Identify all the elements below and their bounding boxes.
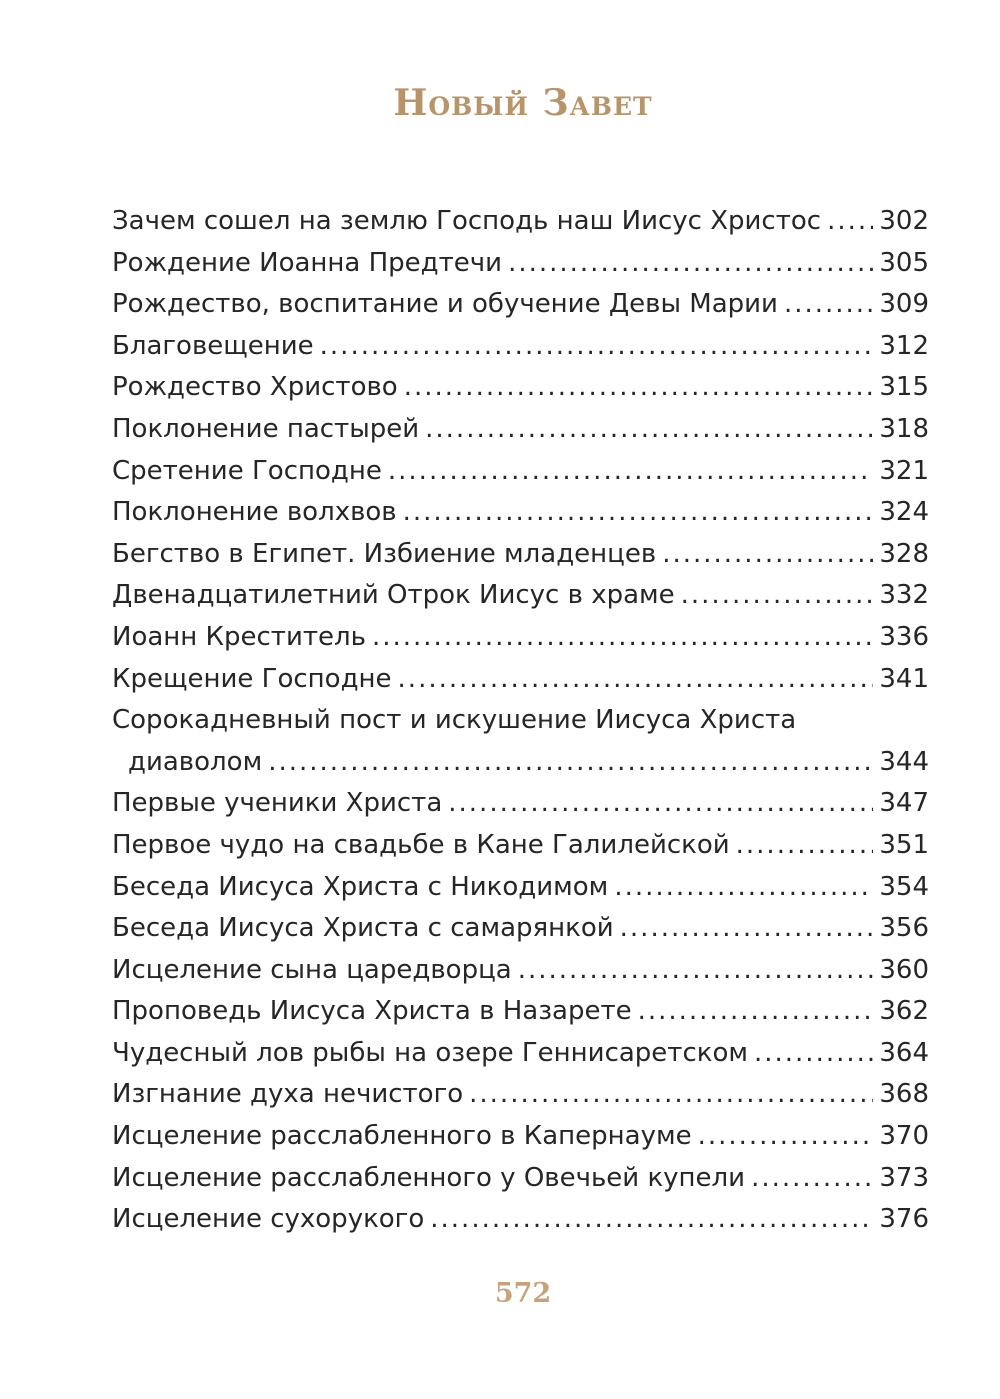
toc-entry[interactable]: [112, 664, 929, 706]
toc-leader-dots: [754, 1038, 873, 1068]
toc-entry[interactable]: [112, 622, 929, 664]
toc-entry[interactable]: [112, 372, 929, 414]
toc-entry[interactable]: [112, 289, 929, 331]
toc-entry[interactable]: [112, 1038, 929, 1080]
toc-leader-dots: [681, 580, 874, 610]
toc-leader-dots: [614, 872, 873, 902]
toc-entry[interactable]: [112, 414, 929, 456]
toc-entry-title: Проповедь Иисуса Христа в Назарете: [112, 996, 632, 1027]
toc-entry[interactable]: [112, 456, 929, 498]
toc-entry-page: 347: [879, 788, 929, 819]
toc-entry-page: 344: [879, 746, 929, 777]
toc-entry[interactable]: [112, 1121, 929, 1163]
toc-entry[interactable]: [112, 206, 929, 248]
toc-entry[interactable]: [112, 331, 929, 373]
toc-entry-title: Бегство в Египет. Избиение младенцев: [112, 538, 657, 569]
toc-entry[interactable]: [112, 872, 929, 914]
toc-entry-page: 356: [879, 913, 929, 944]
toc-entry[interactable]: [112, 955, 929, 997]
toc-entry-title: Исцеление сына царедворца: [112, 954, 512, 985]
toc-entry-page: 360: [879, 954, 929, 985]
toc-entry-title: Поклонение пастырей: [112, 413, 420, 444]
toc-entry-page: 376: [879, 1204, 929, 1235]
toc-leader-dots: [518, 955, 874, 985]
toc-leader-dots: [398, 664, 874, 694]
toc-leader-dots: [403, 497, 874, 527]
toc-entry[interactable]: [112, 830, 929, 872]
toc-leader-dots: [268, 747, 873, 777]
toc-entry-title: Сорокадневный пост и искушение Иисуса Христа: [112, 705, 797, 736]
toc-entry-page: 362: [879, 996, 929, 1027]
toc-leader-dots: [662, 539, 873, 569]
toc-entry-page: 341: [879, 663, 929, 694]
page-number: 572: [494, 1278, 552, 1309]
toc-entry-title: Исцеление сухорукого: [112, 1204, 425, 1235]
toc-entry-page: 336: [879, 621, 929, 652]
toc-leader-dots: [751, 1163, 873, 1193]
toc-entry-page: 328: [879, 538, 929, 569]
toc-leader-dots: [508, 248, 873, 278]
toc-entry[interactable]: [112, 580, 929, 622]
toc-entry-page: 370: [879, 1121, 929, 1152]
toc-entry-page: 305: [879, 247, 929, 278]
toc-entry-page: 312: [879, 330, 929, 361]
toc-entry-title: Поклонение волхвов: [112, 497, 397, 528]
toc-entry-title: Рождество Христово: [112, 372, 398, 403]
toc-entry-title: Исцеление расслабленного в Капернауме: [112, 1121, 692, 1152]
toc-leader-dots: [430, 1204, 873, 1234]
toc-entry-title: Благовещение: [112, 330, 314, 361]
toc-entry-page: 354: [879, 871, 929, 902]
toc-leader-dots: [784, 289, 873, 319]
toc-entry[interactable]: [112, 1079, 929, 1121]
toc-entry-title: Крещение Господне: [112, 663, 392, 694]
toc-entry-page: 368: [879, 1079, 929, 1110]
toc-leader-dots: [388, 456, 873, 486]
toc-entry[interactable]: [112, 248, 929, 290]
toc-entry-title: Зачем сошел на землю Господь наш Иисус Христос: [112, 206, 822, 236]
toc-entry-page: 364: [879, 1037, 929, 1068]
toc-entry-title: Первое чудо на свадьбе в Кане Галилейской: [112, 829, 730, 860]
toc-leader-dots: [736, 830, 874, 860]
toc-entry-page: 373: [879, 1162, 929, 1193]
toc-entry-title: Чудесный лов рыбы на озере Геннисаретском: [112, 1037, 748, 1068]
toc-entry-page: 332: [879, 580, 929, 611]
toc-entry[interactable]: [112, 913, 929, 955]
toc-entry[interactable]: [112, 1163, 929, 1205]
toc-entry-page: 309: [879, 289, 929, 320]
toc-entry-page: 318: [879, 413, 929, 444]
toc-leader-dots: [425, 414, 873, 444]
toc-entry[interactable]: [112, 1204, 929, 1246]
toc-entry-title: Сретение Господне: [112, 455, 382, 486]
toc-entry-title: Рождение Иоанна Предтечи: [112, 247, 503, 278]
toc-entry-page: 315: [879, 372, 929, 403]
toc-entry[interactable]: [112, 996, 929, 1038]
toc-leader-dots: [320, 331, 874, 361]
toc-entry[interactable]: [112, 539, 929, 581]
toc-entry-title: Беседа Иисуса Христа с самарянкой: [112, 913, 614, 944]
toc-entry[interactable]: [112, 497, 929, 539]
toc-entry-title: Исцеление расслабленного у Овечьей купели: [112, 1162, 746, 1193]
toc-leader-dots: [827, 206, 873, 236]
toc-leader-dots: [404, 372, 874, 402]
toc-entry-title-continued: диаволом: [128, 746, 263, 777]
toc-entry-page: 302: [879, 206, 929, 236]
toc-entry-page: 324: [879, 497, 929, 528]
table-of-contents: [112, 206, 929, 1246]
toc-leader-dots: [469, 1079, 873, 1109]
toc-entry-page: 321: [879, 455, 929, 486]
toc-entry-title: Рождество, воспитание и обучение Девы Марии: [112, 289, 778, 320]
toc-entry-title: Двенадцатилетний Отрок Иисус в храме: [112, 580, 675, 611]
toc-leader-dots: [620, 913, 874, 943]
toc-entry-title: Беседа Иисуса Христа с Никодимом: [112, 871, 609, 902]
toc-leader-dots: [638, 996, 874, 1026]
toc-entry-title: Первые ученики Христа: [112, 788, 443, 819]
toc-leader-dots: [372, 622, 873, 652]
toc-leader-dots: [448, 788, 873, 818]
toc-entry-title: Иоанн Креститель: [112, 621, 366, 652]
toc-entry-title: Изгнание духа нечистого: [112, 1079, 464, 1110]
toc-entry[interactable]: [112, 788, 929, 830]
toc-entry[interactable]: [112, 705, 929, 788]
toc-leader-dots: [698, 1121, 874, 1151]
section-title: Новый Завет: [393, 82, 653, 124]
toc-entry-page: 351: [879, 829, 929, 860]
